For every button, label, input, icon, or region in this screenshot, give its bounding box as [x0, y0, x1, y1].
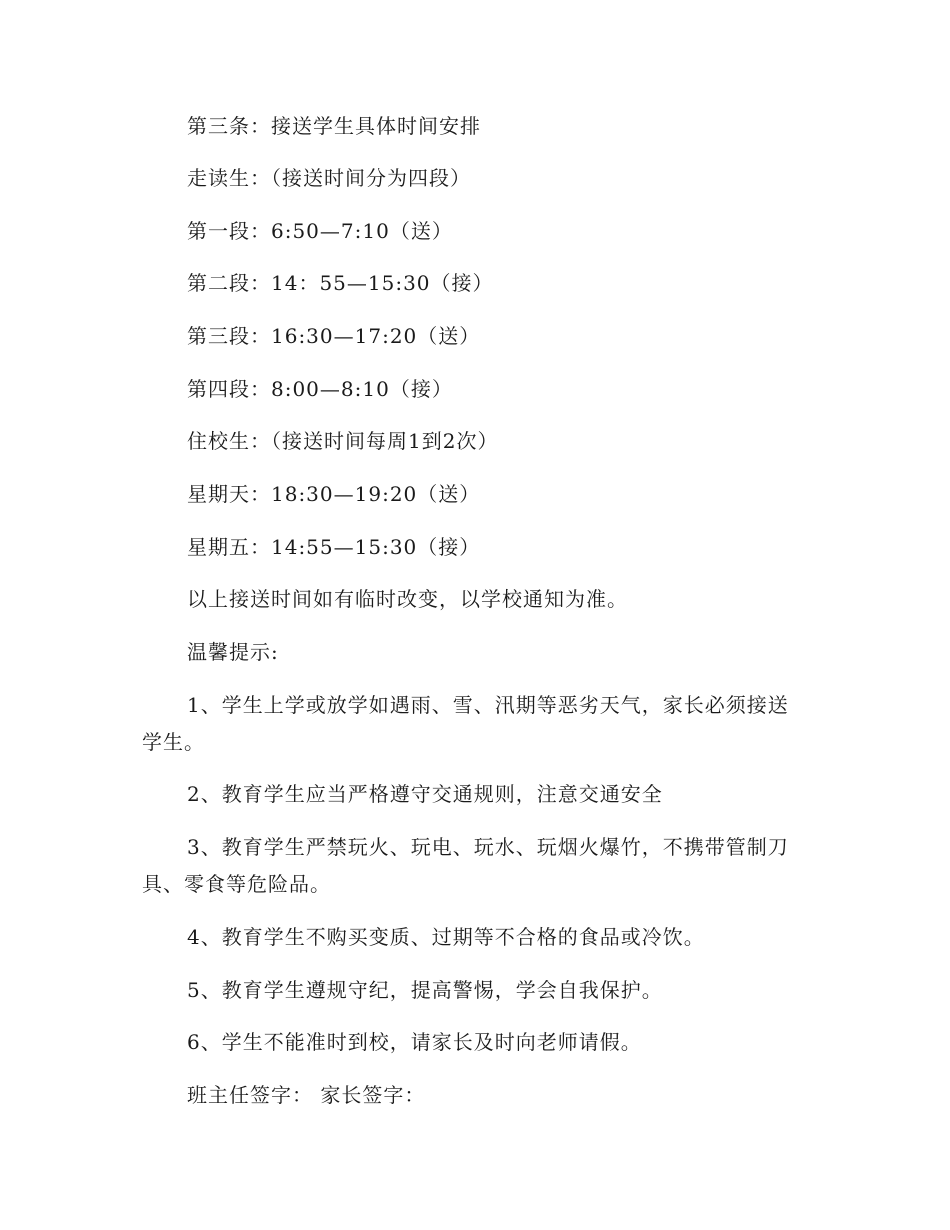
tip-item: 6、学生不能准时到校，请家长及时向老师请假。	[187, 1030, 642, 1054]
notice-line: 以上接送时间如有临时改变，以学校通知为准。	[187, 587, 628, 611]
tip-item: 4、教育学生不购买变质、过期等不合格的食品或冷饮。	[187, 925, 705, 949]
tip-item: 2、教育学生应当严格遵守交通规则，注意交通安全	[187, 782, 663, 806]
tip-item: 1、学生上学或放学如遇雨、雪、汛期等恶劣天气，家长必须接送学生。	[142, 693, 789, 754]
schedule-line: 第四段：8:00—8:10（接）	[187, 377, 453, 401]
article-heading: 第三条：接送学生具体时间安排	[187, 114, 481, 138]
schedule-line: 第二段：14：55—15:30（接）	[187, 271, 494, 295]
signature-line: 班主任签字： 家长签字：	[187, 1083, 426, 1107]
schedule-line: 第一段：6:50—7:10（送）	[187, 219, 453, 243]
schedule-line: 星期五：14:55—15:30（接）	[187, 535, 481, 559]
boarding-student-heading: 住校生：（接送时间每周1到2次）	[187, 429, 499, 453]
day-student-heading: 走读生：（接送时间分为四段）	[187, 166, 471, 190]
tip-item: 3、教育学生严禁玩火、玩电、玩水、玩烟火爆竹，不携带管制刀具、零食等危险品。	[142, 835, 789, 896]
schedule-line: 星期天：18:30—19:20（送）	[187, 482, 481, 506]
tips-heading: 温馨提示:	[187, 640, 279, 664]
tip-item: 5、教育学生遵规守纪，提高警惕，学会自我保护。	[187, 978, 663, 1002]
schedule-line: 第三段：16:30—17:20（送）	[187, 324, 481, 348]
